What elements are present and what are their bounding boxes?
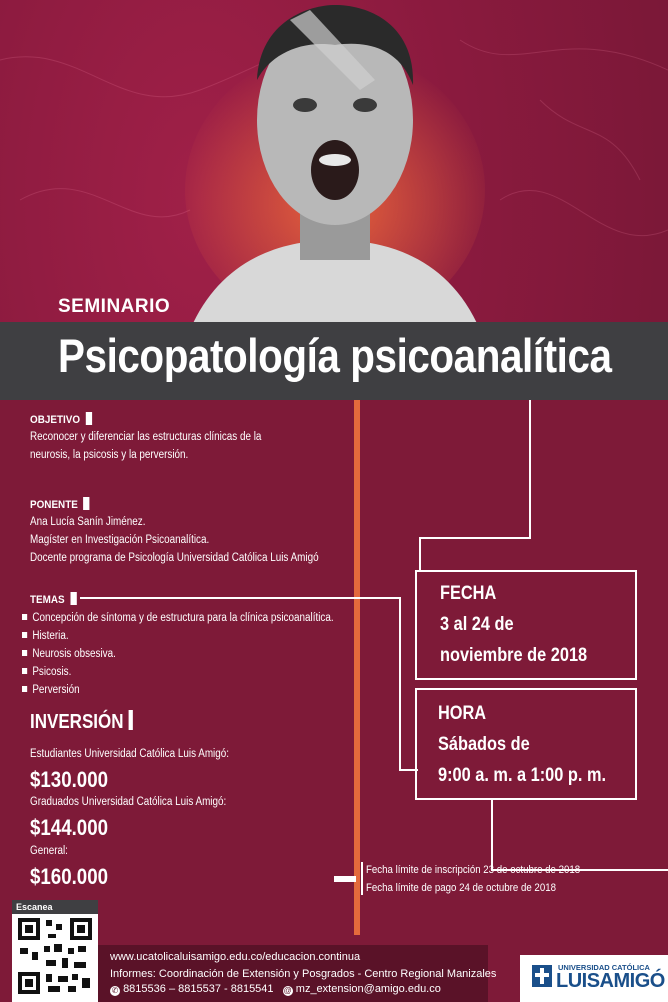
fecha-text: FECHA 3 al 24 de noviembre de 2018 — [440, 583, 588, 666]
scan-label: Escanea — [16, 902, 53, 912]
price-label-graduates: Graduados Universidad Católica Luis Amigó: — [30, 796, 227, 808]
price-graduates: $144.000 — [30, 815, 109, 840]
inversion-heading: INVERSIÓN — [30, 710, 133, 734]
email-icon: @ — [283, 986, 292, 995]
university-name-top: UNIVERSIDAD CATÓLICA — [558, 963, 650, 972]
deadline-registration: Fecha límite de inscripción 23 de octubre de 2018 — [366, 864, 581, 876]
price-label-general: General: — [30, 845, 68, 857]
deadline-payment: Fecha límite de pago 24 de octubre de 2018 — [366, 882, 556, 894]
list-item: Neurosis obsesiva. — [22, 645, 334, 663]
qr-code-icon[interactable] — [12, 900, 98, 1002]
list-item: Concepción de síntoma y de estructura para la clínica psicoanalítica. — [22, 609, 334, 627]
email-link[interactable]: mz_extension@amigo.edu.co — [295, 983, 441, 995]
page-title: Psicopatología psicoanalítica — [58, 329, 612, 382]
temas-heading: TEMAS — [30, 592, 76, 606]
university-logo-icon — [532, 965, 552, 987]
hora-text: HORA Sábados de 9:00 a. m. a 1:00 p. m. — [438, 703, 607, 786]
list-item: Perversión — [22, 681, 334, 699]
price-label-students: Estudiantes Universidad Católica Luis Amigó: — [30, 748, 230, 760]
phone-numbers: 8815536 – 8815537 - 8815541 — [123, 983, 274, 995]
university-name-bottom: LUISAMIGÓ — [556, 970, 665, 992]
ponente-heading: PONENTE — [30, 497, 90, 511]
price-general: $160.000 — [30, 864, 109, 889]
seminar-label: SEMINARIO — [58, 296, 171, 317]
contact-line — [110, 983, 441, 996]
phone-icon: ✆ — [111, 986, 119, 995]
website-link[interactable]: www.ucatolicaluisamigo.edu.co/educacion.continua — [110, 951, 361, 963]
info-text: Informes: Coordinación de Extensión y Posgrados - Centro Regional Manizales — [110, 968, 497, 980]
list-item: Psicosis. — [22, 663, 334, 681]
ponente-text: Ana Lucía Sanín Jiménez. Magíster en Investigación Psicoanalítica. Docente programa de Psicología Universidad Católica Luis Amigó — [30, 516, 319, 564]
temas-list — [22, 609, 334, 699]
list-item: Histeria. — [22, 627, 334, 645]
objetivo-text: Reconocer y diferenciar las estructuras clínicas de la neurosis, la psicosis y la perversión. — [30, 431, 262, 461]
price-students: $130.000 — [30, 767, 109, 792]
objetivo-heading: OBJETIVO — [30, 412, 92, 426]
